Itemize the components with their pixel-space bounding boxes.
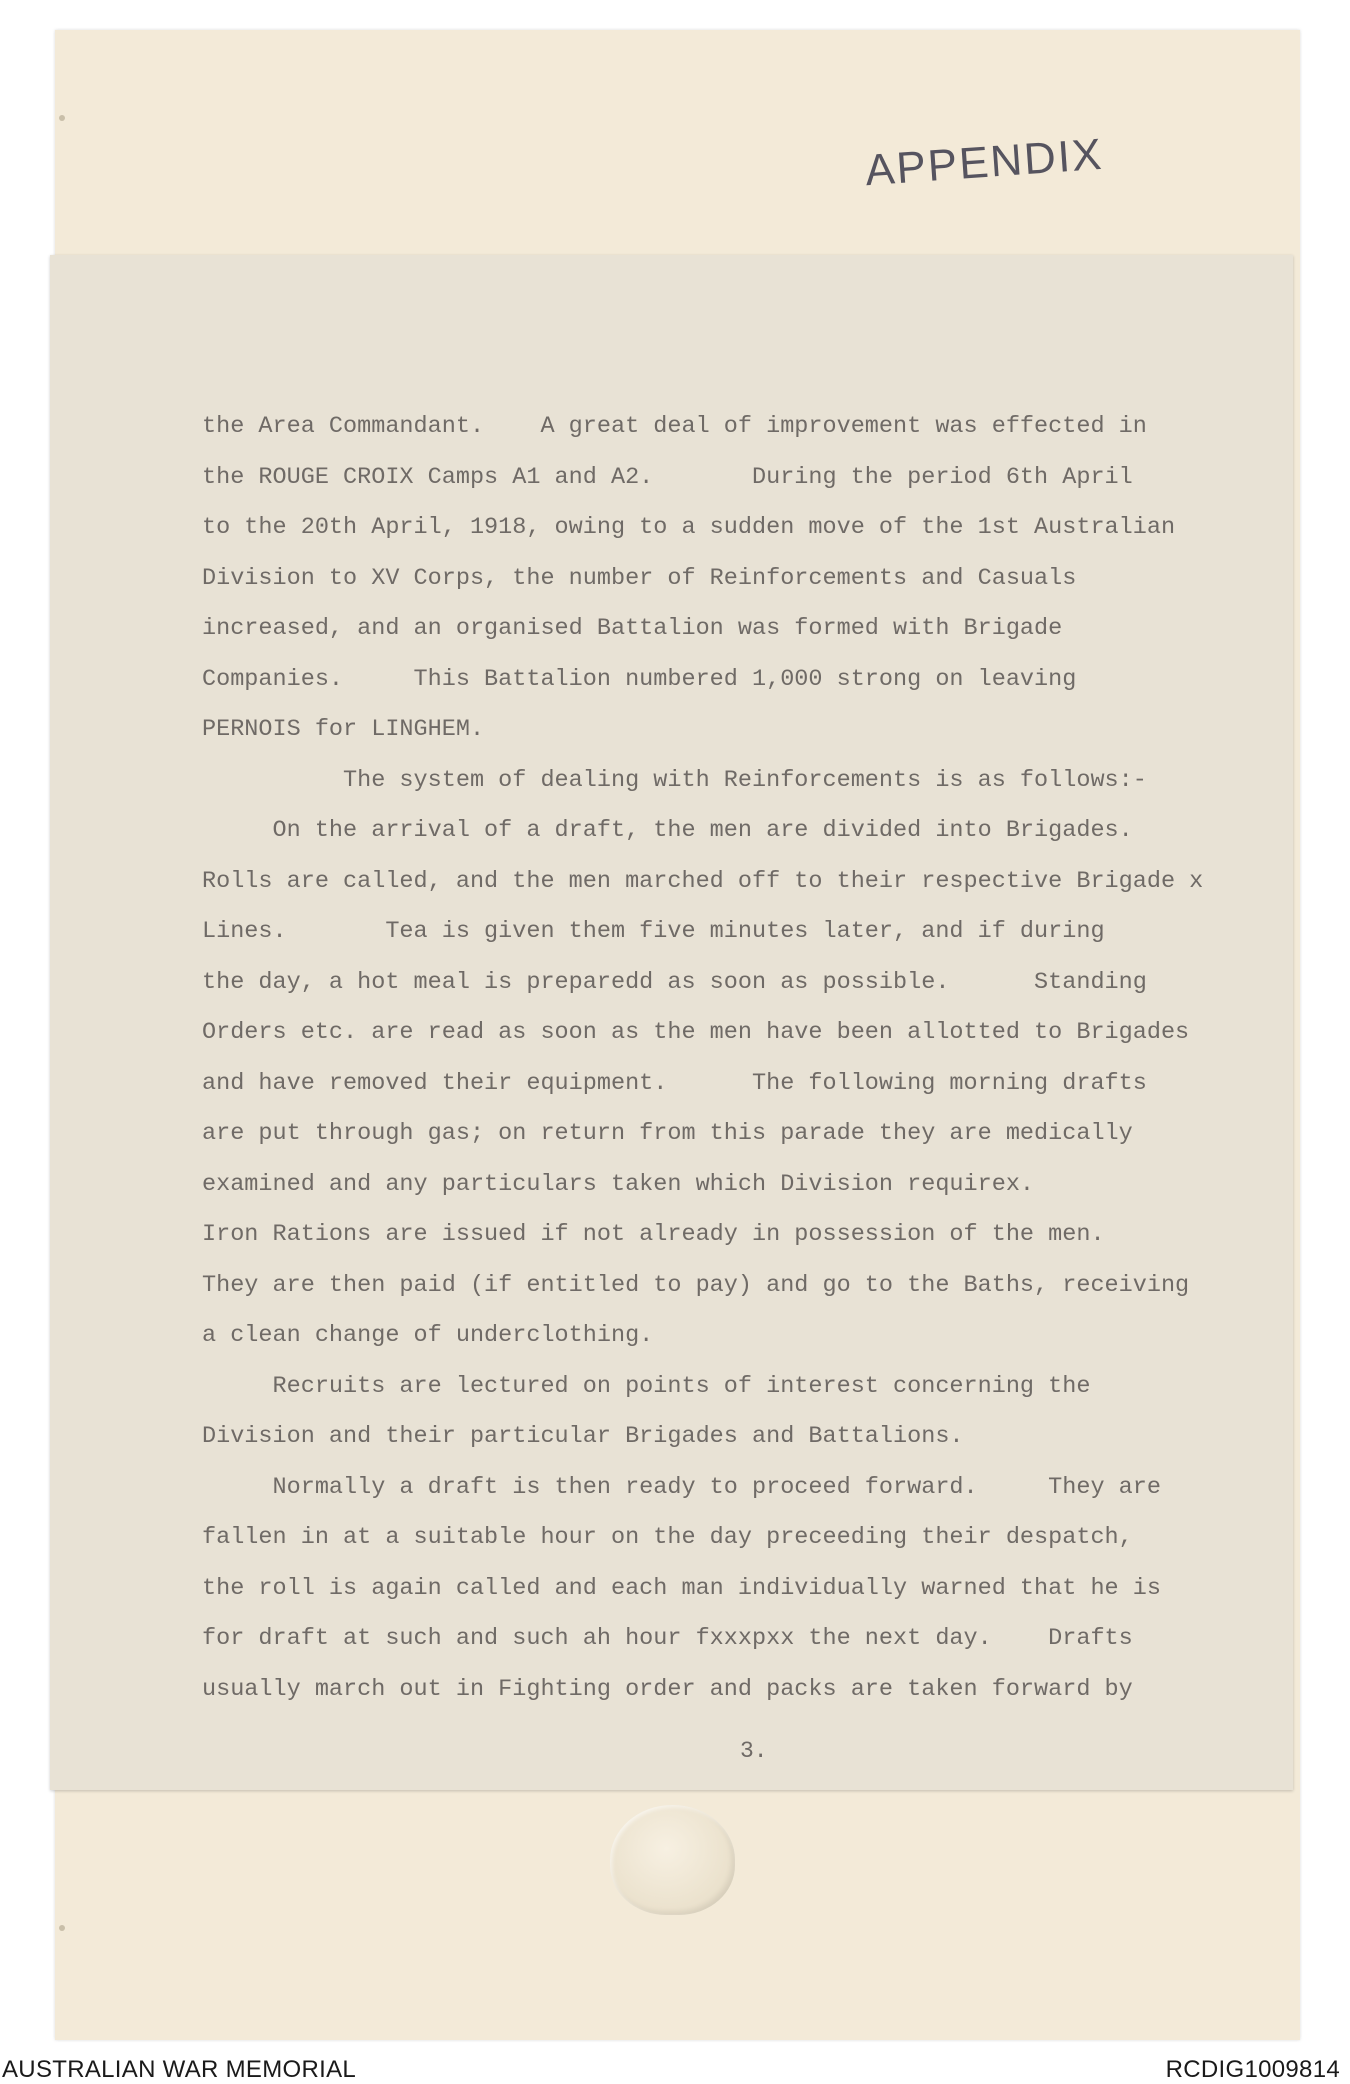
text-line: Orders etc. are read as soon as the men have been allotted to Brigades <box>202 1019 1190 1046</box>
appendix-stamp: APPENDIX <box>863 129 1105 196</box>
text-line: usually march out in Fighting order and packs are taken forward by <box>202 1675 1133 1703</box>
text-line: Lines. Tea is given them five minutes later, and if during <box>202 918 1105 945</box>
text-line: the roll is again called and each man individually warned that he is <box>202 1574 1161 1602</box>
text-line: Division and their particular Brigades and Battalions. <box>202 1423 964 1450</box>
text-line: Companies. This Battalion numbered 1,000 strong on leaving <box>202 665 1077 693</box>
text-line: the ROUGE CROIX Camps A1 and A2. During the period 6th April <box>202 463 1133 491</box>
text-line: increased, and an organised Battalion was formed with Brigade <box>202 615 1063 642</box>
text-line: On the arrival of a draft, the men are divided into Brigades. <box>202 817 1133 844</box>
typed-body-text <box>202 402 1292 1715</box>
text-line: PERNOIS for LINGHEM. <box>202 716 485 743</box>
text-line: Rolls are called, and the men marched off to their respective Brigade x <box>202 867 1204 895</box>
text-line: are put through gas; on return from this parade they are medically <box>202 1120 1133 1147</box>
text-line: and have removed their equipment. The following morning drafts <box>202 1069 1147 1097</box>
archive-reference: RCDIG1009814 <box>1165 2056 1340 2083</box>
page-number: 3. <box>740 1738 768 1764</box>
text-line: the Area Commandant. A great deal of improvement was effected in <box>202 413 1147 440</box>
text-line: a clean change of underclothing. <box>202 1322 654 1349</box>
archive-credit: AUSTRALIAN WAR MEMORIAL <box>2 2056 357 2083</box>
punch-hole <box>59 115 65 121</box>
text-line: Recruits are lectured on points of interest concerning the <box>202 1372 1091 1400</box>
text-line: to the 20th April, 1918, owing to a sudden move of the 1st Australian <box>202 514 1176 541</box>
punch-hole <box>59 1925 65 1931</box>
text-line: Iron Rations are issued if not already in possession of the men. <box>202 1221 1105 1248</box>
text-line: Division to XV Corps, the number of Reinforcements and Casuals <box>202 564 1077 592</box>
text-line: examined and any particulars taken which Division requirex. <box>202 1170 1035 1198</box>
text-line: for draft at such and such ah hour fxxxpxx the next day. Drafts <box>202 1625 1133 1652</box>
text-line: the day, a hot meal is preparedd as soon as possible. Standing <box>202 968 1147 996</box>
text-line: fallen in at a suitable hour on the day preceeding their despatch, <box>202 1524 1133 1551</box>
embossed-seal <box>610 1805 735 1915</box>
text-line: The system of dealing with Reinforcements is as follows:- <box>202 766 1147 794</box>
text-line: They are then paid (if entitled to pay) and go to the Baths, receiving <box>202 1271 1190 1299</box>
text-line: Normally a draft is then ready to proceed forward. They are <box>202 1473 1161 1501</box>
